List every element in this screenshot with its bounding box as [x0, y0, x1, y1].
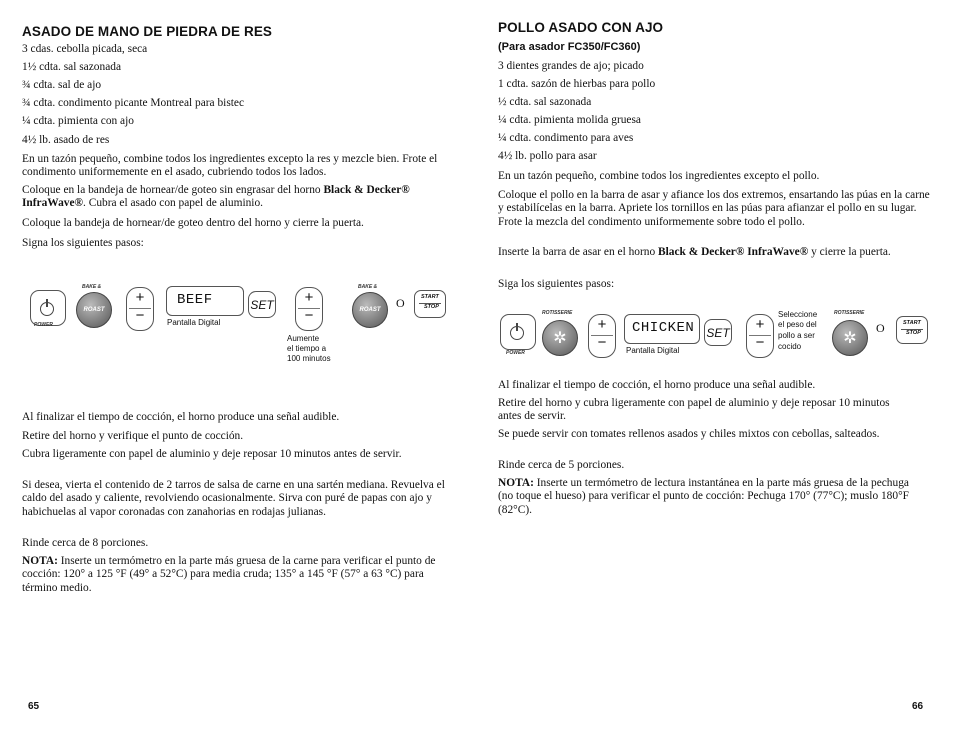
digital-display: [166, 286, 244, 316]
plus-icon: +: [304, 289, 314, 306]
note-paragraph: NOTA: Inserte un termómetro en la parte más gruesa de la carne para verificar el punto de cocción: 120° a 125 °F (49° a 52°C) para media cruda; 135° a 145 °F (57° a 63 °C) para término medio.: [22, 555, 436, 594]
digital-display: [624, 314, 700, 344]
time-caption-line: 100 minutos: [287, 354, 331, 363]
weight-caption-line: Seleccione: [778, 310, 818, 319]
plus-minus-button-1[interactable]: [588, 314, 616, 358]
plus-icon: +: [755, 316, 765, 333]
ingredient-line: 4½ lb. pollo para asar: [498, 150, 597, 162]
recipe-subtitle: (Para asador FC350/FC360): [498, 41, 641, 53]
minus-icon: −: [755, 334, 765, 351]
start-stop-button[interactable]: START STOP: [414, 290, 446, 318]
ingredient-line: 1 cdta. sazón de hierbas para pollo: [498, 78, 656, 90]
ingredient-line: ¼ cdta. condimento para aves: [498, 132, 634, 144]
bake-roast-button[interactable]: [76, 292, 112, 328]
instruction-paragraph: Cubra ligeramente con papel de aluminio y deje reposar 10 minutos antes de servir.: [22, 448, 402, 460]
display-caption: Pantalla Digital: [626, 346, 680, 355]
page-number: 66: [912, 701, 924, 712]
minus-icon: −: [135, 307, 145, 324]
time-caption-line: el tiempo a: [287, 344, 327, 353]
note-paragraph: NOTA: Inserte un termómetro de lectura instantánea en la parte más gruesa de la pechuga (no toque el hueso) para verificar el punto de cocción: Pechuga 170° (77°C); muslo 180°F (82°C).: [498, 477, 909, 516]
ingredient-line: ½ cdta. sal sazonada: [498, 96, 592, 108]
power-icon: [510, 326, 524, 340]
rotisserie-icon: ✲: [553, 330, 567, 347]
weight-caption-line: el peso del: [778, 320, 817, 329]
ingredient-line: 3 cdas. cebolla picada, seca: [22, 43, 148, 55]
instruction-paragraph: Al finalizar el tiempo de cocción, el horno produce una señal audible.: [22, 411, 340, 423]
power-button[interactable]: [500, 314, 536, 350]
instruction-paragraph: Coloque en la bandeja de hornear/de goteo sin engrasar del horno Black & Decker® InfraWave®. Cubra el asado con papel de aluminio.: [22, 184, 410, 210]
set-button[interactable]: [248, 291, 276, 318]
brand-name: Black & Decker® InfraWave®: [658, 246, 809, 258]
set-label: SET: [706, 326, 730, 340]
instruction-paragraph: Al finalizar el tiempo de cocción, el horno produce una señal audible.: [498, 379, 816, 391]
weight-caption-line: cocido: [778, 342, 802, 351]
rotisserie-button[interactable]: [542, 320, 578, 356]
power-label: POWER: [506, 350, 525, 356]
brand-name: Black & Decker® InfraWave®: [22, 184, 410, 210]
instruction-paragraph: En un tazón pequeño, combine todos los ingredientes excepto el pollo.: [498, 170, 820, 182]
instruction-paragraph: Coloque la bandeja de hornear/de goteo dentro del horno y cierre la puerta.: [22, 217, 364, 229]
instruction-paragraph: Coloque el pollo en la barra de asar y afiance los dos extremos, ensartando las púas en la carne y estabilícelas en la barra. Apriete los tornillos en las púas para afianzar el pollo en su lugar. Frote la mezcla del condimento uniformemente sobre todo el pollo.: [498, 189, 930, 228]
display-text: CHICKEN: [632, 320, 695, 336]
plus-minus-button-1[interactable]: [126, 287, 154, 331]
set-button[interactable]: [704, 319, 732, 346]
instruction-paragraph: Se puede servir con tomates rellenos asados y chiles mixtos con cebollas, salteados.: [498, 428, 880, 440]
ingredient-line: 3 dientes grandes de ajo; picado: [498, 60, 644, 72]
or-label: O: [396, 296, 405, 310]
power-icon: [40, 302, 54, 316]
bake-roast-button-2[interactable]: [352, 292, 388, 328]
plus-minus-button-2[interactable]: [746, 314, 774, 358]
minus-icon: −: [597, 334, 607, 351]
control-panel-chicken: [498, 306, 934, 366]
instruction-paragraph: Retire del horno y cubra ligeramente con papel de aluminio y deje reposar 10 minutos antes de servir.: [498, 397, 890, 423]
display-caption: Pantalla Digital: [167, 318, 221, 327]
instruction-paragraph: Siga los siguientes pasos:: [498, 278, 615, 290]
roast-label: ROAST: [359, 307, 381, 313]
start-stop-button[interactable]: START STOP: [896, 316, 928, 344]
or-label: O: [876, 321, 885, 335]
instruction-paragraph: Inserte la barra de asar en el horno Black & Decker® InfraWave® y cierre la puerta.: [498, 246, 891, 258]
power-button[interactable]: [30, 290, 66, 326]
instruction-paragraph: Signa los siguientes pasos:: [22, 237, 144, 249]
page-number: 65: [28, 701, 40, 712]
plus-minus-button-2[interactable]: [295, 287, 323, 331]
left-recipe-title: ASADO DE MANO DE PIEDRA DE RES: [22, 24, 273, 39]
minus-icon: −: [304, 307, 314, 324]
note-label: NOTA:: [22, 555, 58, 567]
weight-caption-line: pollo a ser: [778, 331, 815, 340]
bake-label: BAKE &: [82, 284, 102, 290]
plus-icon: +: [135, 289, 145, 306]
control-panel-beef: [22, 280, 448, 370]
ingredient-line: 4½ lb. asado de res: [22, 134, 110, 146]
time-caption-line: Aumente: [287, 334, 320, 343]
instruction-paragraph: Rinde cerca de 8 porciones.: [22, 537, 149, 549]
roast-label: ROAST: [83, 307, 105, 313]
rotisserie-label: ROTISSERIE: [834, 310, 865, 316]
instruction-paragraph: Retire del horno y verifique el punto de cocción.: [22, 430, 244, 442]
set-label: SET: [250, 298, 274, 312]
instruction-paragraph: Si desea, vierta el contenido de 2 tarros de salsa de carne en una sartén mediana. Revuelva el caldo del asado y caliente, revolviendo ocasionalmente. Sirva con puré de papas con ajo y habichuelas al vapor coronadas con zanahorias en rodajas julianas.: [22, 479, 445, 518]
right-recipe-title: POLLO ASADO CON AJO: [498, 20, 664, 35]
display-text: BEEF: [177, 292, 213, 308]
plus-icon: +: [597, 316, 607, 333]
bake-label: BAKE &: [358, 284, 378, 290]
power-label: POWER: [34, 322, 53, 328]
ingredient-line: 1½ cdta. sal sazonada: [22, 61, 121, 73]
ingredient-line: ¾ cdta. sal de ajo: [22, 79, 102, 91]
instruction-paragraph: Rinde cerca de 5 porciones.: [498, 459, 625, 471]
ingredient-line: ¾ cdta. condimento picante Montreal para bistec: [22, 97, 245, 109]
rotisserie-button-2[interactable]: [832, 320, 868, 356]
ingredient-line: ¼ cdta. pimienta molida gruesa: [498, 114, 641, 126]
rotisserie-icon: ✲: [843, 330, 857, 347]
instruction-paragraph: En un tazón pequeño, combine todos los ingredientes excepto la res y mezcle bien. Frote el condimento uniformemente en el asado, cubriendo todos los lados.: [22, 153, 438, 179]
rotisserie-label: ROTISSERIE: [542, 310, 573, 316]
ingredient-line: ¼ cdta. pimienta con ajo: [22, 115, 134, 127]
note-label: NOTA:: [498, 477, 534, 489]
